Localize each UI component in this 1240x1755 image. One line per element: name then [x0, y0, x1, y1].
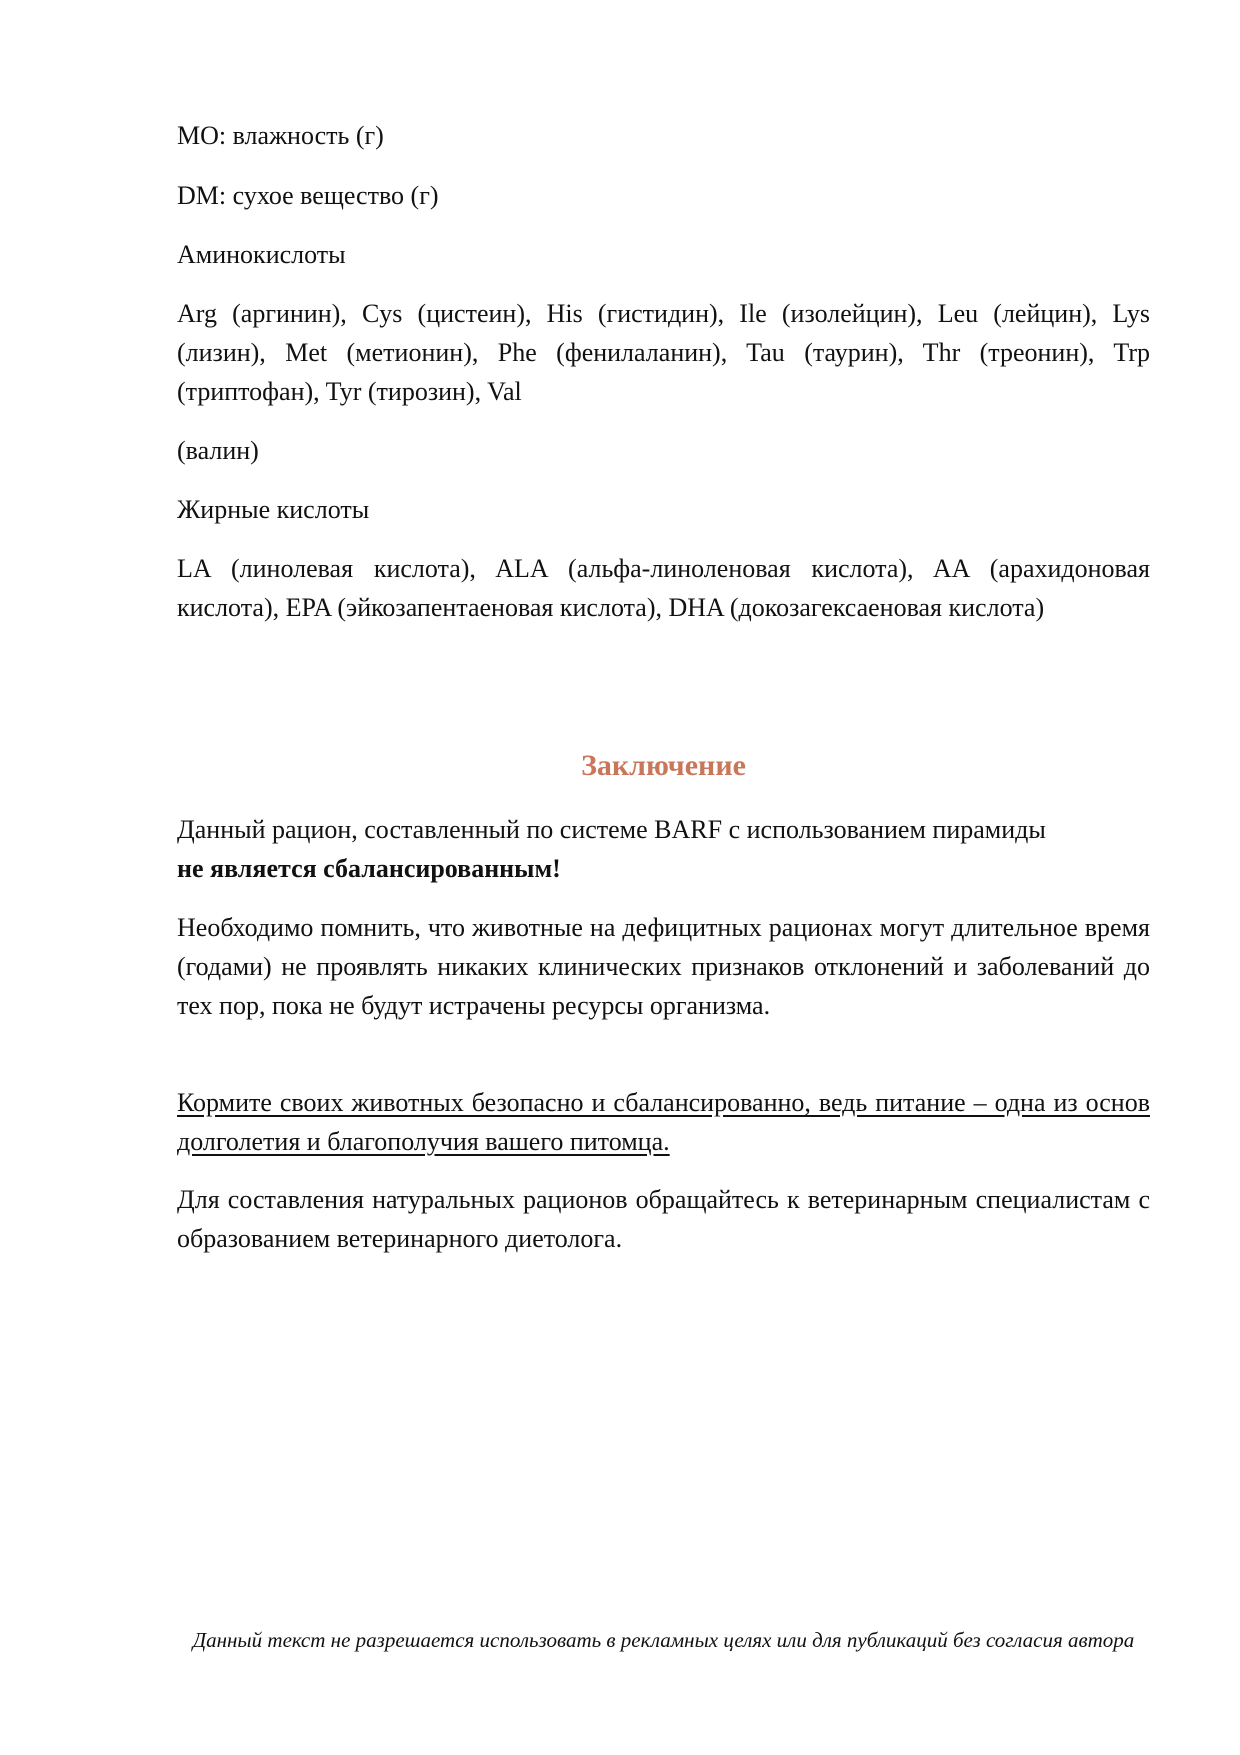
footer-disclaimer: Данный текст не разрешается использовать в рекламных целях или для публикаций без согласия автора: [192, 1628, 1135, 1652]
amino-tail: (валин): [177, 436, 259, 465]
amino-list: Arg (аргинин), Cys (цистеин), His (гистидин), Ile (изолейцин), Leu (лейцин), Lys (лизин), Met (метионин), Phe (фенилаланин), Tau (таурин), Thr (треонин), Trp (триптофан), Tyr (тирозин), Val: [177, 299, 1150, 406]
conclusion-p1: [177, 810, 1150, 888]
fatty-list: LA (линолевая кислота), ALA (альфа-линоленовая кислота), AA (арахидоновая кислота), EPA (эйкозапентаеновая кислота), DHA (докозагексаеновая кислота): [177, 554, 1150, 622]
conclusion-p3: Кормите своих животных безопасно и сбалансированно, ведь питание – одна из основ долголетия и благополучия вашего питомца.: [177, 1088, 1150, 1156]
conclusion-heading: Заключение: [581, 749, 746, 782]
amino-heading: Аминокислоты: [177, 240, 346, 269]
p1-bold: не является сбалансированным!: [177, 854, 561, 883]
fatty-heading: Жирные кислоты: [177, 495, 370, 524]
p1-text: Данный рацион, составленный по системе BARF с использованием пирамиды: [177, 815, 1046, 844]
conclusion-p4: Для составления натуральных рационов обращайтесь к ветеринарным специалистам с образованием ветеринарного диетолога.: [177, 1185, 1150, 1253]
abbrev-mo: MO: влажность (г): [177, 121, 384, 150]
conclusion-p2: Необходимо помнить, что животные на дефицитных рационах могут длительное время (годами) не проявлять никаких клинических признаков отклонений и заболеваний до тех пор, пока не будут истрачены ресурсы организма.: [177, 913, 1150, 1020]
abbrev-dm: DM: сухое вещество (г): [177, 181, 439, 210]
